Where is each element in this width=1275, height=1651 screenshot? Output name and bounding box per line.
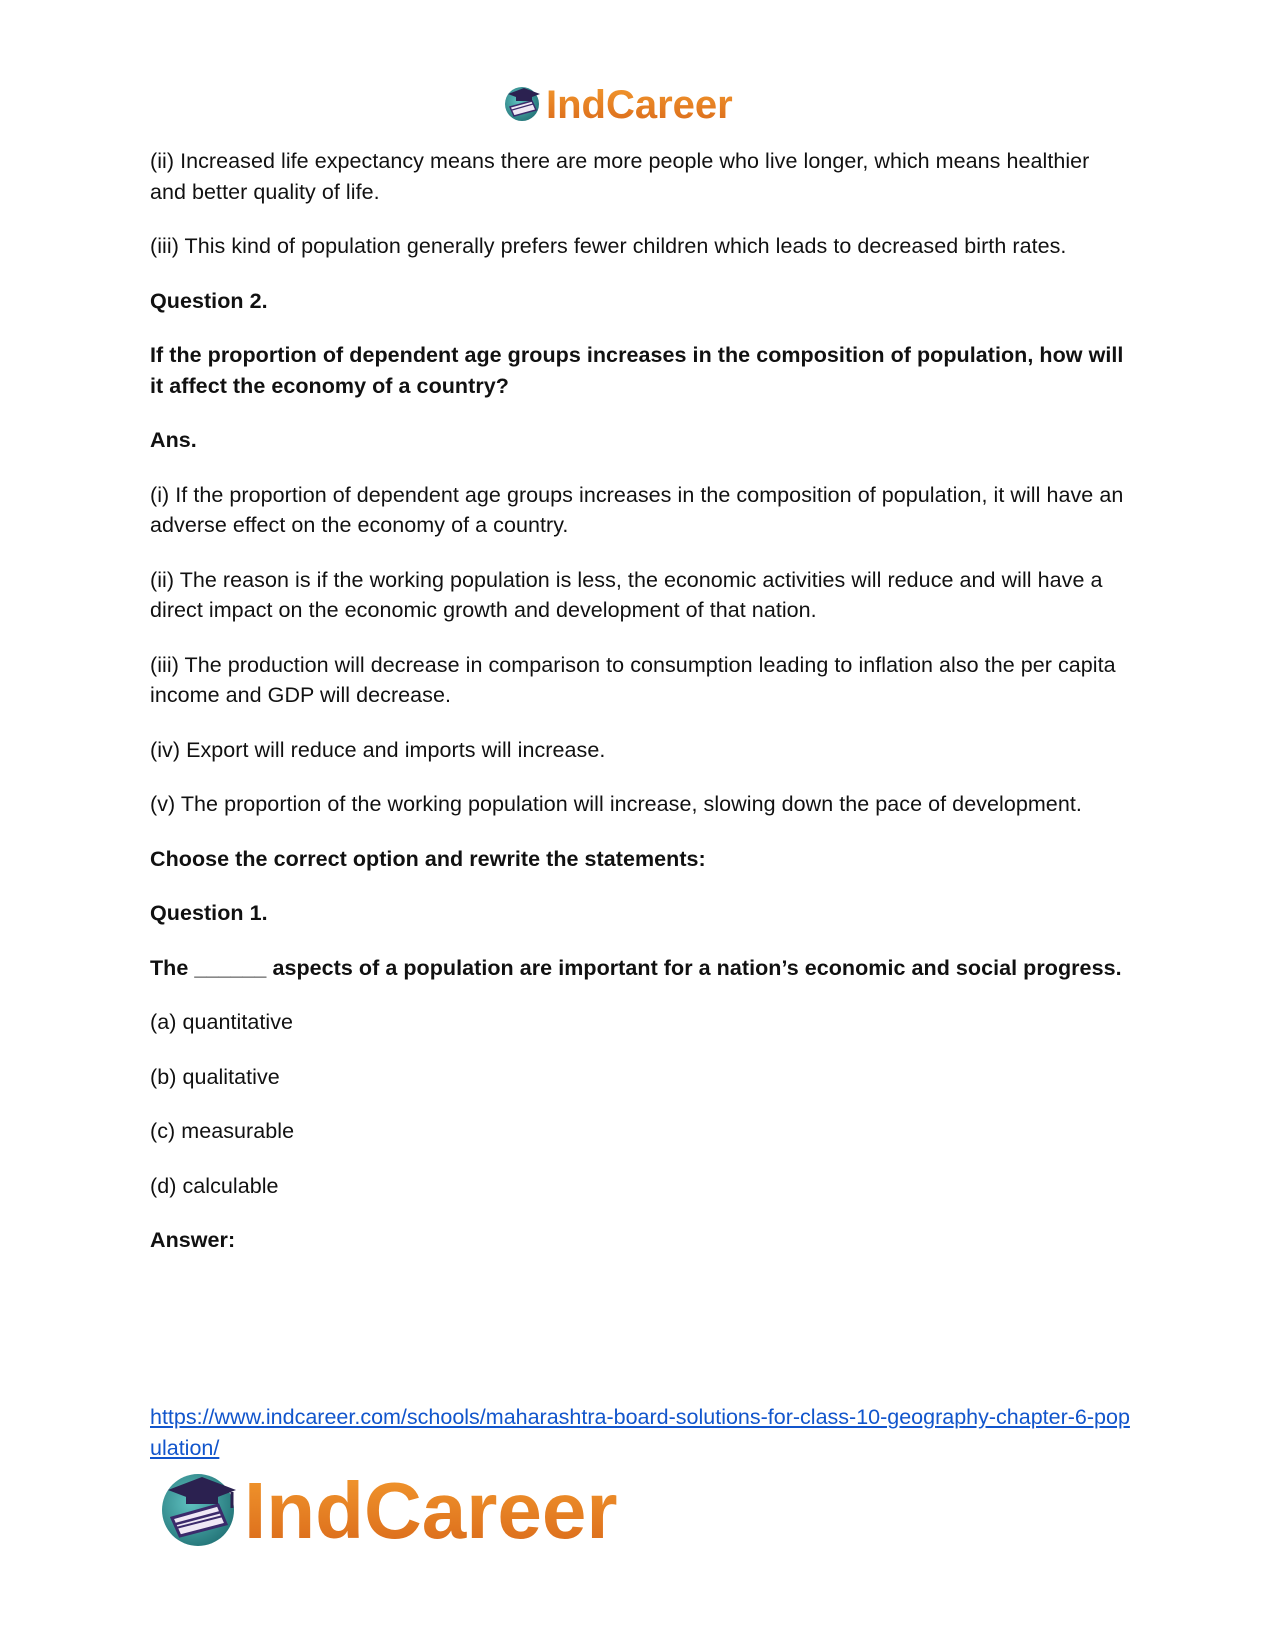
option-d: (d) calculable <box>150 1173 279 1198</box>
footer-logo-text: IndCareer <box>244 1466 618 1555</box>
answer-label: Ans. <box>150 428 197 452</box>
answer-point-ii: (ii) The reason is if the working population is less, the economic activities will reduce and will have a direct impact on the economic growth and development of that nation. <box>150 567 1103 622</box>
paragraph-iii-fewer-children: (iii) This kind of population generally prefers fewer children which leads to decreased birth rates. <box>150 234 1067 258</box>
source-link[interactable]: https://www.indcareer.com/schools/maharashtra-board-solutions-for-class-10-geography-chapter-6-population/ <box>150 1405 1130 1460</box>
answer-point-iv: (iv) Export will reduce and imports will increase. <box>150 737 606 762</box>
question-2-text: If the proportion of dependent age groups increases in the composition of population, how will it affect the economy of a country? <box>150 343 1124 398</box>
question-2-heading: Question 2. <box>150 288 268 313</box>
graduation-cap-book-globe-icon <box>162 1474 236 1546</box>
answer-heading: Answer: <box>150 1228 236 1252</box>
question-1-heading: Question 1. <box>150 901 268 925</box>
header-logo-text: IndCareer <box>546 83 733 127</box>
header-logo <box>502 80 772 128</box>
document-body <box>150 146 1130 1256</box>
section-heading-choose-option: Choose the correct option and rewrite the statements: <box>150 846 706 871</box>
paragraph-ii-life-expectancy: (ii) Increased life expectancy means there are more people who live longer, which means healthier and better quality of life. <box>150 149 1090 204</box>
answer-point-i: (i) If the proportion of dependent age groups increases in the composition of population, it will have an adverse effect on the economy of a country. <box>150 482 1124 537</box>
option-a: (a) quantitative <box>150 1010 294 1034</box>
option-c: (c) measurable <box>150 1119 295 1143</box>
answer-point-iii: (iii) The production will decrease in comparison to consumption leading to inflation also the per capita income and GDP will decrease. <box>150 652 1116 707</box>
answer-point-v: (v) The proportion of the working population will increase, slowing down the pace of development. <box>150 792 1082 816</box>
footer-logo <box>158 1462 698 1558</box>
question-1-text: The ______ aspects of a population are important for a nation’s economic and social progress. <box>150 955 1122 980</box>
graduation-cap-book-globe-icon <box>505 87 540 121</box>
option-b: (b) qualitative <box>150 1064 280 1089</box>
